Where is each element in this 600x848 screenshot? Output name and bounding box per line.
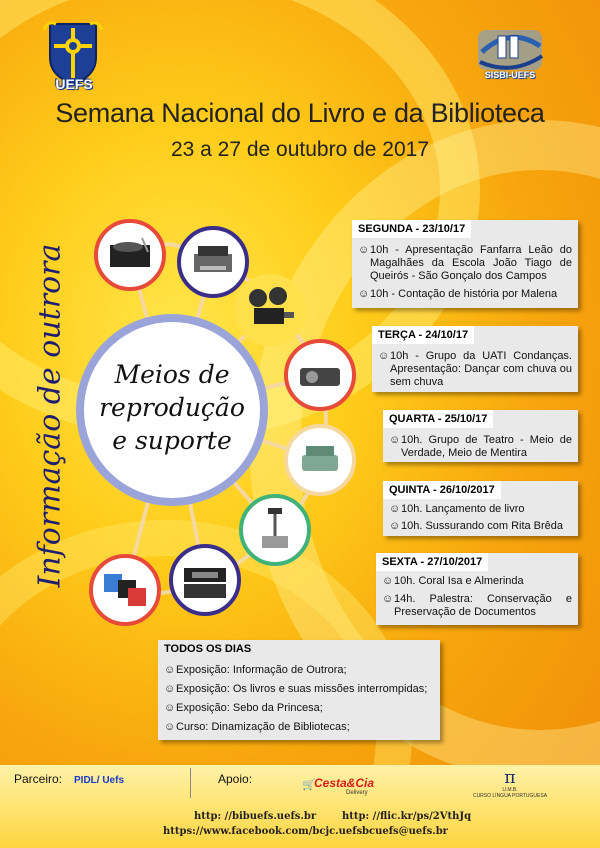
schedule-box-wednesday	[383, 410, 578, 462]
schedule-item	[358, 288, 572, 301]
schedule-day-title: TERÇA - 24/10/17	[372, 326, 474, 344]
schedule-item	[378, 350, 572, 389]
turntable-icon	[96, 221, 164, 289]
smiley-icon: ☺	[164, 664, 176, 676]
typewriter-icon	[179, 228, 247, 296]
smiley-icon: ☺	[378, 350, 390, 362]
smiley-icon: ☺	[389, 503, 401, 515]
smiley-icon: ☺	[164, 721, 176, 733]
schedule-item-text: 10h. Lançamento de livro	[401, 503, 525, 515]
schedule-item-text: 14h. Palestra: Conservação e Preservação de Documentos	[394, 593, 572, 618]
slide-projector-icon	[286, 341, 354, 409]
film-projector-icon	[236, 276, 304, 344]
schedule-item-text: 10h - Apresentação Fanfarra Leão do Magalhães da Escola João Tiago de Queirós - São Gonçalo dos Campos	[370, 244, 572, 282]
schedule-box-thursday	[383, 481, 578, 536]
schedule-item-text: Exposição: Os livros e suas missões interrompidas;	[176, 683, 428, 695]
smiley-icon: ☺	[382, 575, 394, 587]
event-dates: 23 a 27 de outubro de 2017	[170, 138, 430, 161]
schedule-item-text: Exposição: Informação de Outrora;	[176, 664, 347, 676]
support-label: Apoio:	[218, 772, 253, 786]
schedule-box-friday	[376, 553, 578, 625]
overhead-projector-icon	[241, 496, 309, 564]
floppy-disk-icon	[91, 556, 159, 624]
schedule-item-text: 10h. Coral Isa e Almerinda	[394, 575, 524, 587]
schedule-item	[389, 520, 572, 533]
vhs-tape-icon	[171, 546, 239, 614]
website-link[interactable]: http: //bibuefs.uefs.br	[194, 811, 317, 822]
smiley-icon: ☺	[358, 288, 370, 300]
page-title: Semana Nacional do Livro e da Biblioteca	[55, 98, 545, 128]
center-line: reprodução	[99, 393, 245, 422]
schedule-item-text: 10h - Contação de história por Malena	[370, 288, 558, 300]
smiley-icon: ☺	[382, 593, 394, 605]
schedule-item	[164, 664, 434, 677]
schedule-box-tuesday	[372, 326, 578, 392]
sponsor-umb-line2: CURSO LÍNGUA PORTUGUESA	[472, 793, 548, 799]
schedule-item-text: 10h. Sussurando com Rita Brêda	[401, 520, 564, 532]
schedule-day-title: TODOS OS DIAS	[164, 643, 252, 655]
vertical-title: Informação de outrora	[32, 243, 68, 588]
email-link[interactable]: bcuefs@uefs.br	[362, 826, 448, 837]
schedule-item	[389, 503, 572, 516]
schedule-box-every-day	[158, 640, 440, 740]
pi-icon: π	[504, 768, 516, 788]
sisbi-logo-text: SISBI-UEFS	[484, 70, 536, 80]
partner-value[interactable]: PIDL/ Uefs	[74, 775, 125, 786]
footer-divider	[190, 768, 191, 798]
center-line: e suporte	[112, 426, 232, 455]
schedule-item-text: 10h. Grupo de Teatro - Meio de Verdade, Meio de Mentira	[401, 434, 572, 459]
schedule-item-text: Exposição: Sebo da Princesa;	[176, 702, 323, 714]
schedule-day-title: SEGUNDA - 23/10/17	[352, 220, 471, 238]
sponsor-cesta-name: Cesta&Cia	[314, 776, 375, 790]
vintage-typewriter-icon	[286, 426, 354, 494]
schedule-day-title: QUINTA - 26/10/2017	[383, 481, 501, 499]
partner-label: Parceiro:	[14, 772, 63, 786]
smiley-icon: ☺	[164, 702, 176, 714]
center-label	[92, 358, 252, 457]
schedule-item	[164, 721, 434, 734]
schedule-item-text: Curso: Dinamização de Bibliotecas;	[176, 721, 350, 733]
schedule-item	[164, 702, 434, 715]
smiley-icon: ☺	[164, 683, 176, 695]
schedule-day-title: SEXTA - 27/10/2017	[376, 553, 488, 571]
flickr-link[interactable]: http: //flic.kr/ps/2VthJq	[342, 811, 472, 822]
smiley-icon: ☺	[389, 434, 401, 446]
center-line: Meios de	[114, 360, 230, 389]
cart-icon: 🛒	[302, 779, 316, 791]
schedule-item	[382, 593, 572, 619]
sponsor-umb-line1: U.M.B.	[502, 787, 518, 793]
facebook-link[interactable]: https://www.facebook.com/bcjc.uefs	[163, 826, 363, 837]
schedule-item	[382, 575, 572, 588]
sponsor-cesta-logo	[302, 776, 382, 800]
schedule-item	[164, 683, 434, 696]
smiley-icon: ☺	[389, 520, 401, 532]
sponsor-cesta-sub: Delivery	[346, 790, 368, 796]
schedule-box-monday	[352, 220, 578, 308]
smiley-icon: ☺	[358, 244, 370, 256]
schedule-day-title: QUARTA - 25/10/17	[383, 410, 493, 428]
schedule-item	[358, 244, 572, 283]
uefs-logo-text: UEFS	[55, 76, 93, 92]
schedule-item	[389, 434, 572, 460]
sponsor-umb-logo	[470, 770, 550, 804]
schedule-item-text: 10h - Grupo da UATI Condanças. Apresentação: Dançar com chuva ou sem chuva	[390, 350, 572, 388]
